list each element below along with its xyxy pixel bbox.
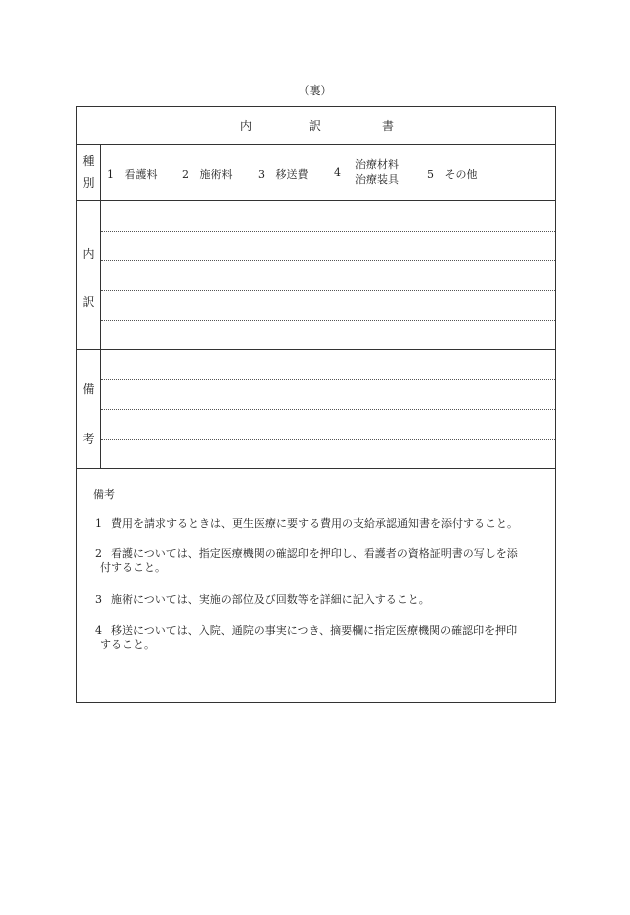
- row-divider: [77, 468, 555, 469]
- title-char: 内: [240, 119, 253, 133]
- note-text: 移送については、入院、通院の事実につき、摘要欄に指定医療機関の確認印を押印: [111, 624, 518, 637]
- note-text-continued: すること。: [100, 638, 155, 651]
- remarks-label-char: 考: [82, 432, 95, 446]
- type-section-label: [77, 144, 101, 201]
- remarks-entry-line: [101, 379, 555, 380]
- note-number: 2: [95, 547, 102, 560]
- note-text-continued: 付すること。: [100, 561, 166, 574]
- note-text: 看護については、指定医療機関の確認印を押印し、看護者の資格証明書の写しを添: [111, 547, 518, 560]
- breakdown-entry-line: [101, 290, 555, 291]
- type-option-number: 1: [107, 168, 114, 181]
- breakdown-entry-line: [101, 320, 555, 321]
- breakdown-entry-line: [101, 231, 555, 232]
- breakdown-form: [76, 106, 556, 703]
- type-option-nursing: [107, 166, 158, 182]
- remarks-entry-line: [101, 439, 555, 440]
- form-title-row: [77, 107, 555, 145]
- note-number: 1: [95, 517, 102, 530]
- type-option-label: 移送費: [275, 168, 309, 181]
- note-item: [95, 593, 551, 607]
- note-item: [95, 517, 551, 531]
- type-option-number: 3: [258, 168, 265, 181]
- breakdown-label-char: 内: [82, 247, 95, 261]
- type-option-number: 5: [427, 168, 434, 181]
- type-option-label: 看護料: [124, 168, 158, 181]
- breakdown-section-label: [77, 201, 101, 350]
- type-option-treatment: [182, 166, 233, 182]
- note-item: [95, 624, 551, 652]
- type-option-transport: [258, 166, 309, 182]
- remarks-section-label: [77, 350, 101, 469]
- breakdown-entry-line: [101, 260, 555, 261]
- type-option-label: 施術料: [199, 168, 233, 181]
- type-option-label: 治療装具: [355, 173, 399, 186]
- row-divider: [77, 200, 555, 201]
- note-text: 施術については、実施の部位及び回数等を詳細に記入すること。: [111, 593, 430, 606]
- type-label-char: 種: [82, 154, 95, 168]
- type-option-other: [427, 166, 478, 182]
- row-divider: [77, 349, 555, 350]
- type-label-char: 別: [82, 176, 95, 190]
- type-options: [101, 144, 555, 201]
- type-option-label: その他: [444, 168, 478, 181]
- title-char: 訳: [309, 119, 322, 133]
- type-option-number-4: 4: [334, 166, 341, 179]
- note-text: 費用を請求するときは、更生医療に要する費用の支給承認通知書を添付すること。: [111, 517, 518, 530]
- notes-title: 備考: [93, 488, 115, 501]
- page-side-label: （裏）: [298, 84, 332, 97]
- note-item: [95, 547, 551, 575]
- type-option-label: 治療材料: [355, 158, 399, 171]
- breakdown-label-char: 訳: [82, 295, 95, 309]
- note-number: 4: [95, 624, 102, 637]
- type-option-materials: [355, 157, 399, 187]
- title-char: 書: [382, 119, 395, 133]
- type-option-number: 2: [182, 168, 189, 181]
- note-number: 3: [95, 593, 102, 606]
- remarks-entry-line: [101, 409, 555, 410]
- remarks-label-char: 備: [82, 382, 95, 396]
